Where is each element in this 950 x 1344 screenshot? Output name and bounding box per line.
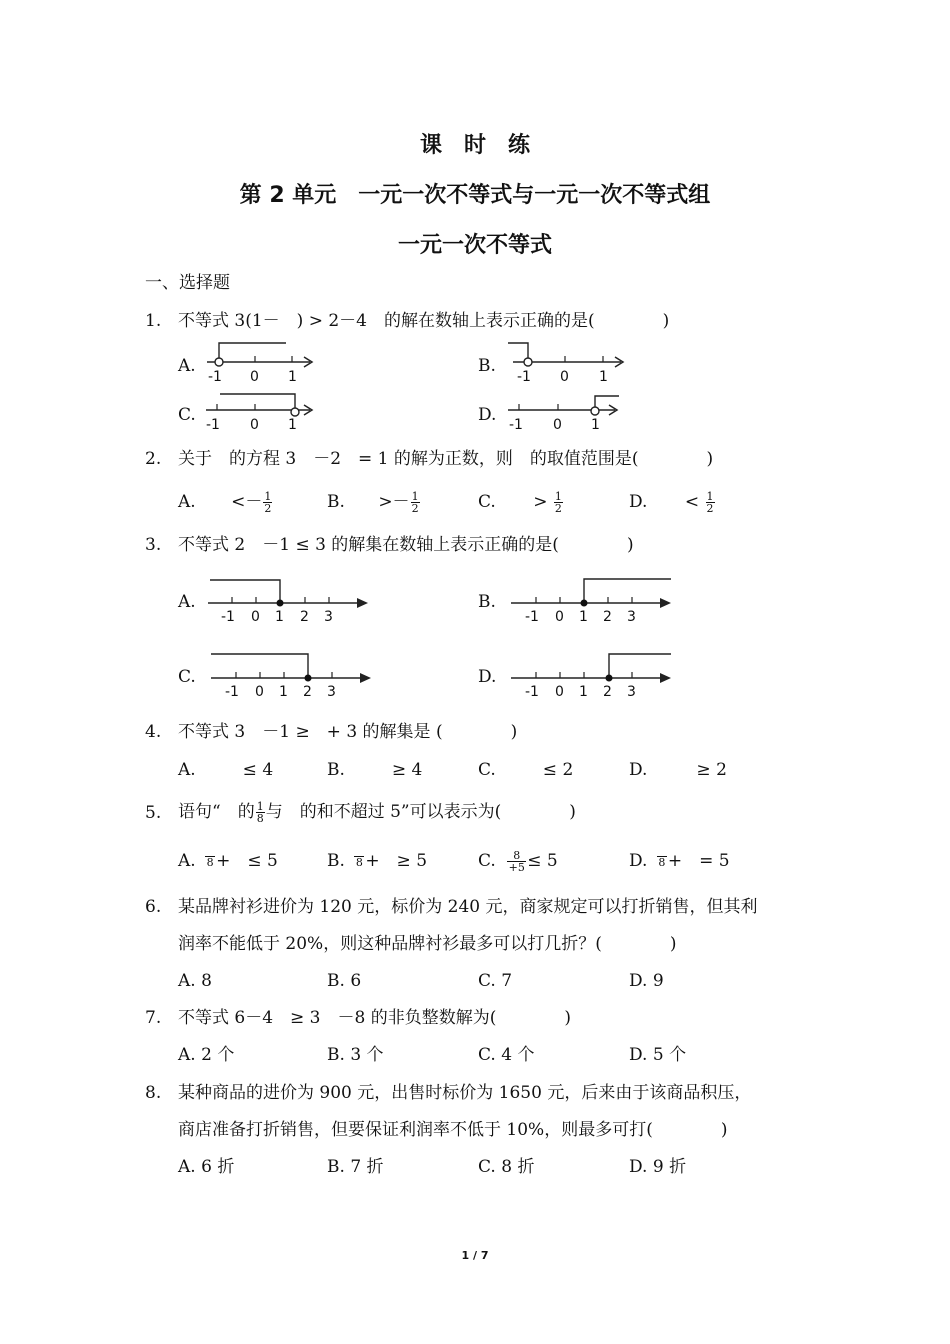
option-a <box>178 971 212 991</box>
option-label: A. <box>178 760 196 780</box>
fraction-numerator: 1 <box>264 490 272 503</box>
tick-label: 0 <box>250 369 259 385</box>
fraction <box>411 491 420 514</box>
tick-label: 0 <box>555 609 564 625</box>
page-title: 课 时 练 <box>419 133 530 158</box>
option-label: B. <box>327 851 345 871</box>
option-text: ≤ 2 <box>525 760 574 780</box>
fraction-denominator: 8 <box>256 812 264 825</box>
tick-label: 0 <box>250 417 259 433</box>
tick-label: -1 <box>517 369 531 385</box>
tick-label: 1 <box>591 417 600 433</box>
option-label: C. <box>478 760 496 780</box>
option-label: C. <box>478 1157 496 1177</box>
option-a <box>178 491 273 514</box>
tick-label: 0 <box>255 684 264 700</box>
question-text <box>178 797 576 827</box>
option-text: ≤ 4 <box>225 760 274 780</box>
option-relation: <－ <box>231 492 263 512</box>
option-c <box>478 971 512 991</box>
tick-label: 0 <box>555 684 564 700</box>
tick-label: -1 <box>206 417 220 433</box>
option-a <box>178 846 278 876</box>
option-label: C. <box>478 1045 496 1065</box>
option-a <box>178 1157 234 1177</box>
question-text: 不等式 3(1－ ) > 2－4 的解在数轴上表示正确的是( ) <box>178 311 670 331</box>
option-text: 6 <box>350 971 362 991</box>
option-text: 7 折 <box>350 1157 384 1177</box>
fraction <box>507 850 526 873</box>
fraction-numerator: 8 <box>507 850 526 862</box>
option-label: A. <box>178 1157 196 1177</box>
number-line-1a <box>200 340 320 385</box>
option-text: + ≥ 5 <box>365 851 428 871</box>
option-text: 3 个 <box>350 1045 384 1065</box>
lesson-title: 一元一次不等式 <box>397 233 552 258</box>
tick-label: 1 <box>288 417 297 433</box>
tick-label: -1 <box>225 684 239 700</box>
question-text-pre: 语句“ 的 <box>178 802 255 822</box>
number-line-3d <box>508 650 678 702</box>
option-label: A. <box>178 971 196 991</box>
fraction-numerator: 1 <box>554 490 562 503</box>
tick-label: 0 <box>553 417 562 433</box>
fraction <box>256 801 265 824</box>
option-b <box>327 760 422 780</box>
tick-label: 1 <box>288 369 297 385</box>
question-number: 8. <box>145 1083 162 1103</box>
option-b <box>327 1045 384 1065</box>
question-number: 7. <box>145 1008 162 1028</box>
question-text: 不等式 3 －1 ≥ + 3 的解集是 ( ) <box>178 722 518 742</box>
option-a <box>178 1045 234 1065</box>
fraction-denominator: 8 <box>355 855 363 869</box>
tick-label: 1 <box>579 684 588 700</box>
number-line-1d <box>505 388 630 433</box>
option-relation: > <box>533 492 548 512</box>
option-text: + = 5 <box>667 851 730 871</box>
option-label: B. <box>327 1045 345 1065</box>
option-text: ≥ 2 <box>679 760 727 780</box>
question-number: 3. <box>145 535 162 555</box>
tick-label: 2 <box>303 684 312 700</box>
option-label: B. <box>327 492 345 512</box>
tick-label: 3 <box>627 684 636 700</box>
fraction-denominator: 2 <box>554 502 562 515</box>
number-line-1c <box>200 388 320 433</box>
question-text: 关于 的方程 3 －2 = 1 的解为正数，则 的取值范围是( ) <box>178 449 714 469</box>
option-d <box>629 760 727 780</box>
fraction <box>706 491 715 514</box>
question-text-post: 与 的和不超过 5”可以表示为( ) <box>265 802 576 822</box>
option-d <box>629 1157 686 1177</box>
question-text: 不等式 2 －1 ≤ 3 的解集在数轴上表示正确的是( ) <box>178 535 634 555</box>
fraction-denominator: 2 <box>411 502 419 515</box>
number-line-3a <box>205 575 375 627</box>
tick-label: -1 <box>208 369 222 385</box>
option-text: ≤ 5 <box>527 851 558 871</box>
tick-label: -1 <box>221 609 235 625</box>
option-label: D. <box>629 1045 648 1065</box>
number-line-1b <box>505 340 630 385</box>
option-label: D. <box>629 492 648 512</box>
option-label: D. <box>478 667 497 687</box>
option-c <box>478 846 558 876</box>
tick-label: 1 <box>599 369 608 385</box>
option-label: C. <box>178 667 196 687</box>
fraction <box>263 491 272 514</box>
option-text: 7 <box>501 971 513 991</box>
option-relation: < <box>684 492 700 512</box>
section-heading: 一、选择题 <box>145 273 230 293</box>
tick-label: 2 <box>603 684 612 700</box>
fraction-numerator: 1 <box>411 490 419 503</box>
fraction <box>205 856 215 868</box>
option-b <box>327 491 421 514</box>
fraction <box>657 856 667 868</box>
option-label: A. <box>178 592 196 612</box>
tick-label: 2 <box>603 609 612 625</box>
option-d <box>629 971 664 991</box>
tick-label: 0 <box>560 369 569 385</box>
tick-label: 3 <box>324 609 333 625</box>
option-label: B. <box>478 356 496 376</box>
question-text-line1: 某品牌衬衫进价为 120 元，标价为 240 元，商家规定可以打折销售，但其利 <box>178 897 758 917</box>
fraction-numerator: 1 <box>256 800 264 813</box>
tick-label: -1 <box>525 684 539 700</box>
option-label: C. <box>478 851 496 871</box>
option-text: + ≤ 5 <box>216 851 278 871</box>
option-c <box>478 1157 534 1177</box>
fraction-denominator: 2 <box>706 502 714 515</box>
question-text: 不等式 6－4 ≥ 3 －8 的非负整数解为( ) <box>178 1008 571 1028</box>
option-text: 5 个 <box>652 1045 687 1065</box>
option-text: 6 折 <box>201 1157 235 1177</box>
question-number: 5. <box>145 803 162 823</box>
tick-label: 3 <box>327 684 336 700</box>
tick-label: 1 <box>279 684 288 700</box>
fraction-denominator: 8 <box>658 855 666 869</box>
page-number: 1 / 7 <box>461 1249 489 1262</box>
option-text: 9 <box>652 971 664 991</box>
option-label: D. <box>629 851 648 871</box>
fraction <box>354 856 364 868</box>
question-number: 6. <box>145 897 162 917</box>
fraction-denominator: +5 <box>508 861 525 874</box>
option-relation: >－ <box>378 492 410 512</box>
tick-label: 2 <box>300 609 309 625</box>
option-b <box>327 846 427 876</box>
question-number: 4. <box>145 722 162 742</box>
question-number: 1. <box>145 311 162 331</box>
fraction-numerator: 1 <box>706 490 714 503</box>
option-label: B. <box>327 971 345 991</box>
option-label: D. <box>629 971 648 991</box>
question-text-line1: 某种商品的进价为 900 元，出售时标价为 1650 元，后来由于该商品积压， <box>178 1083 752 1103</box>
option-label: B. <box>327 760 345 780</box>
option-d <box>629 846 730 876</box>
fraction <box>554 491 563 514</box>
fraction-denominator: 2 <box>264 502 272 515</box>
option-text: 9 折 <box>652 1157 687 1177</box>
option-label: A. <box>178 1045 196 1065</box>
option-b <box>327 971 361 991</box>
option-a <box>178 760 273 780</box>
tick-label: -1 <box>509 417 523 433</box>
option-label: B. <box>327 1157 345 1177</box>
option-text: ≥ 4 <box>374 760 423 780</box>
question-number: 2. <box>145 449 162 469</box>
question-text-line2: 润率不能低于 20%，则这种品牌衬衫最多可以打几折？( ) <box>178 934 677 954</box>
option-label: A. <box>178 356 196 376</box>
question-text-line2: 商店准备打折销售，但要保证利润率不低于 10%，则最多可打( ) <box>178 1120 728 1140</box>
tick-label: -1 <box>525 609 539 625</box>
option-label: C. <box>478 492 496 512</box>
option-label: D. <box>478 405 497 425</box>
number-line-3b <box>508 575 678 627</box>
option-label: B. <box>478 592 496 612</box>
option-label: D. <box>629 1157 648 1177</box>
option-d <box>629 491 716 514</box>
option-d <box>629 1045 686 1065</box>
option-c <box>478 760 573 780</box>
option-text: 8 <box>201 971 212 991</box>
option-label: A. <box>178 851 196 871</box>
option-label: D. <box>629 760 648 780</box>
tick-label: 3 <box>627 609 636 625</box>
option-c <box>478 491 564 514</box>
unit-title: 第 2 单元 一元一次不等式与一元一次不等式组 <box>239 183 711 208</box>
tick-label: 1 <box>275 609 284 625</box>
tick-label: 1 <box>579 609 588 625</box>
option-text: 8 折 <box>501 1157 535 1177</box>
tick-label: 0 <box>251 609 260 625</box>
option-label: C. <box>478 971 496 991</box>
option-text: 4 个 <box>501 1045 535 1065</box>
option-text: 2 个 <box>201 1045 235 1065</box>
option-label: A. <box>178 492 196 512</box>
option-c <box>478 1045 534 1065</box>
number-line-3c <box>208 650 378 702</box>
option-b <box>327 1157 384 1177</box>
option-label: C. <box>178 405 196 425</box>
fraction-denominator: 8 <box>206 855 214 869</box>
